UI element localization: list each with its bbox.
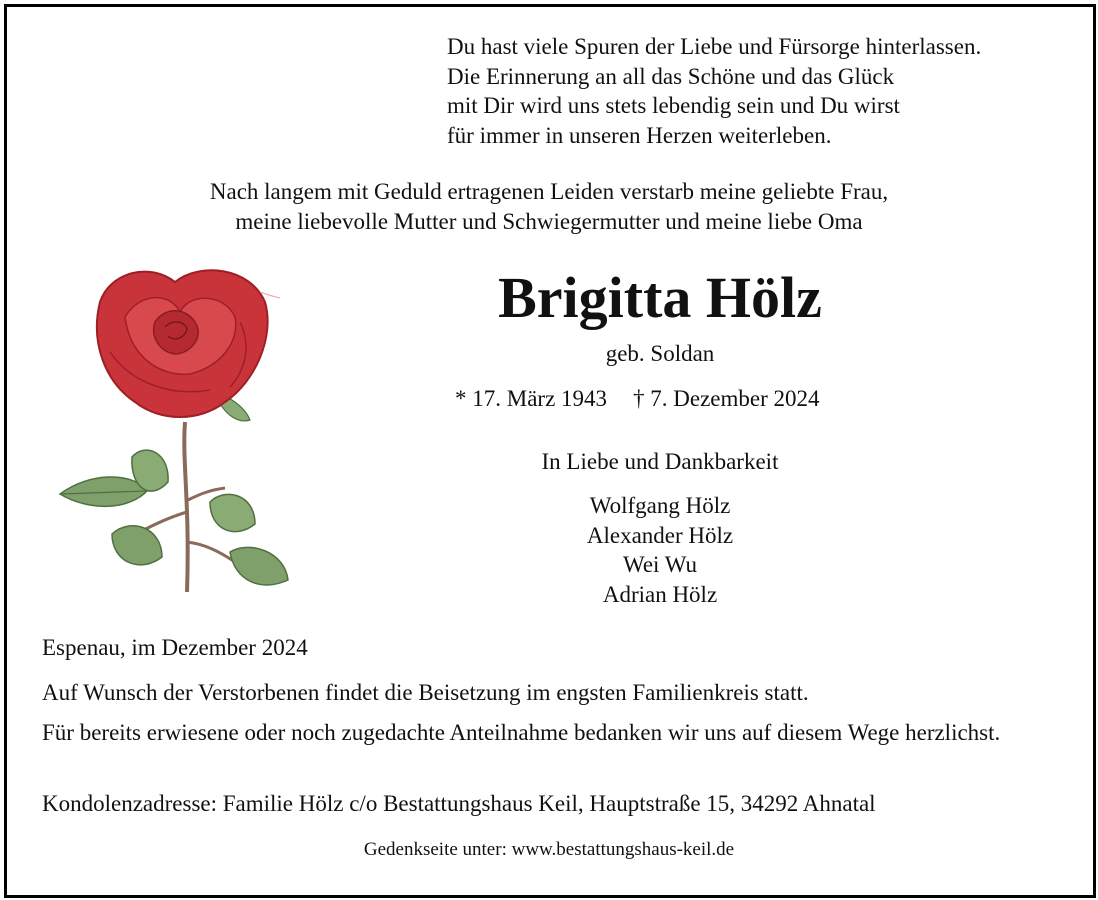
deceased-name: Brigitta Hölz <box>498 265 822 330</box>
intro-line: Nach langem mit Geduld ertragenen Leiden verstarb meine geliebte Frau, <box>209 179 889 204</box>
intro-text <box>0 177 1098 237</box>
family-member: Alexander Hölz <box>586 522 734 548</box>
family-member: Wolfgang Hölz <box>589 493 731 518</box>
dedication: In Liebe und Dankbarkeit <box>541 449 779 474</box>
thanks-note: Für bereits erwiesene oder noch zugedachte Anteilnahme bedanken wir uns auf diesem Wege herzlichst. <box>42 720 1001 745</box>
place-date: Espenau, im Dezember 2024 <box>42 635 308 660</box>
poem-line: für immer in unseren Herzen weiterleben. <box>447 122 832 148</box>
family-member: Wei Wu <box>622 552 698 578</box>
memorial-page-link: Gedenkseite unter: www.bestattungshaus-keil.de <box>363 839 735 860</box>
life-dates <box>455 384 820 414</box>
poem <box>447 32 981 150</box>
birth-date: * 17. März 1943 <box>455 386 608 411</box>
death-date: † 7. Dezember 2024 <box>633 386 820 411</box>
rose-illustration-icon <box>50 262 300 602</box>
condolence-address: Kondolenzadresse: Familie Hölz c/o Bestattungshaus Keil, Hauptstraße 15, 34292 Ahnatal <box>42 791 876 816</box>
intro-line: meine liebevolle Mutter und Schwiegermutter und meine liebe Oma <box>235 209 863 234</box>
poem-line: mit Dir wird uns stets lebendig sein und Du wirst <box>447 93 900 118</box>
poem-line: Die Erinnerung an all das Schöne und das Glück <box>447 63 895 89</box>
family-list <box>360 491 960 610</box>
maiden-name: geb. Soldan <box>605 341 715 366</box>
poem-line: Du hast viele Spuren der Liebe und Fürsorge hinterlassen. <box>447 34 982 59</box>
burial-note: Auf Wunsch der Verstorbenen findet die Beisetzung im engsten Familienkreis statt. <box>42 680 809 705</box>
family-member: Adrian Hölz <box>602 582 718 608</box>
